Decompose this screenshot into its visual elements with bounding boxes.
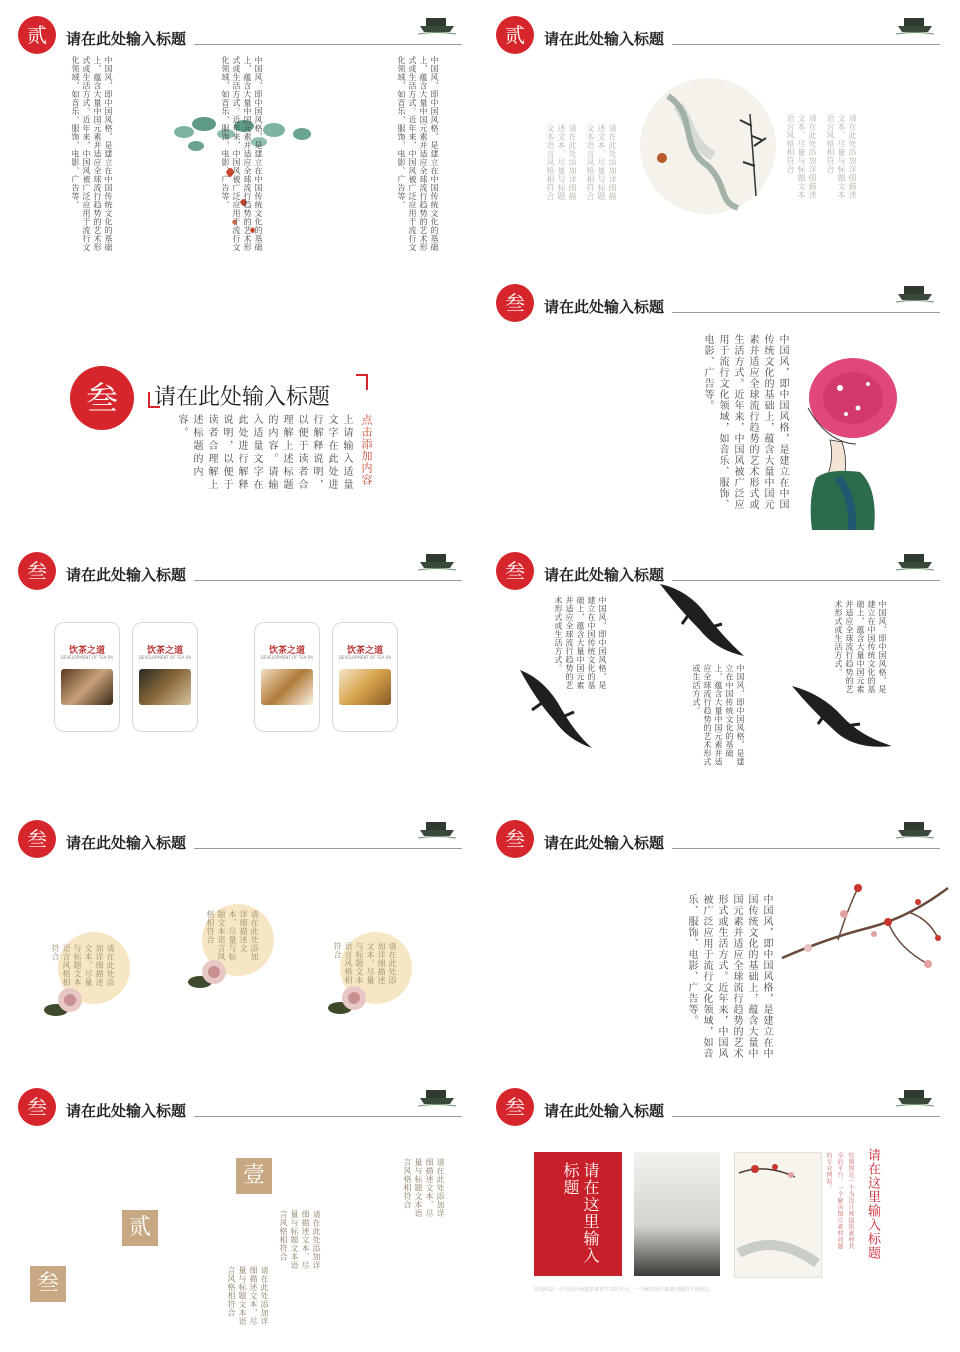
slide-10[interactable] — [482, 1076, 956, 1338]
tea-photo — [61, 669, 113, 705]
section-seal: 叁 — [496, 552, 534, 590]
title-rule — [672, 44, 940, 45]
koi-fish-illustration — [516, 660, 596, 750]
card-title: 饮茶之道 — [346, 646, 383, 656]
card-title: 饮茶之道 — [146, 646, 183, 656]
section-seal: 叁 — [496, 820, 534, 858]
plum-branch-icon — [735, 1153, 821, 1277]
slide-title: 请在此处输入标题 — [66, 834, 187, 852]
slide-1[interactable] — [4, 4, 478, 266]
flower-icon — [44, 982, 94, 1022]
slide-5[interactable] — [4, 540, 478, 802]
slide-title: 请在此处输入标题 — [66, 1102, 187, 1120]
title-rule — [672, 312, 940, 313]
tea-card-3[interactable] — [254, 622, 320, 732]
body-text-3: 中国风，即中国风格，是建立在中国传统文化的基础上，蕴含大量中国元素并适应全球流行趋势的艺术形式或生活方式。 — [834, 600, 887, 694]
slide-9[interactable] — [4, 1076, 478, 1338]
section-seal: 叁 — [496, 1088, 534, 1126]
boat-icon — [418, 14, 456, 36]
corner-mark-right — [356, 374, 368, 390]
step-tile-3: 叁 — [30, 1266, 66, 1302]
red-title-block — [534, 1152, 622, 1276]
flower-icon — [188, 954, 238, 994]
body-text: 中国风，即中国风格，是建立在中国传统文化的基础上，蕴含大量中国元素并适应全球流行趋势的艺术形式或生活方式。近年来，中国风被广泛应用于流行文化领域，如音乐、服饰、电影、广告等。 — [686, 894, 772, 1059]
desc-text-2: 请在此处添加详细描述文本，尽量与标题文本语言风格相符合 — [586, 124, 617, 201]
side-title: 请在这里输入标题 — [865, 1148, 880, 1260]
step-desc-2: 请在此处添加详细描述文本，尽量与标题文本语言风格相符合 — [279, 1210, 321, 1270]
desc-text-1: 请在此处添加详细描述文本，尽量与标题文本语言风格相符合 — [51, 944, 115, 987]
section-seal: 叁 — [18, 1088, 56, 1126]
section-seal: 叁 — [18, 552, 56, 590]
koi-fish-illustration — [788, 680, 898, 760]
card-title: 饮茶之道 — [68, 646, 105, 656]
slide-title: 请在此处输入标题 — [544, 1102, 665, 1120]
slide-2[interactable] — [482, 4, 956, 266]
boat-icon — [896, 550, 934, 572]
card-title: 饮茶之道 — [268, 646, 305, 656]
side-caption: 炫图网是一个为设计师提供素材共享的平台，一个解决图片素材问题的专业网站。 — [825, 1152, 854, 1250]
tea-card-2[interactable] — [132, 622, 198, 732]
tea-photo — [339, 669, 391, 705]
desc-text-1: 请在此处添加详细描述文本，尽量与标题文本语言风格相符合 — [546, 124, 577, 201]
slide-title: 请在此处输入标题 — [544, 30, 665, 48]
body-text-2: 中国风，即中国风格，是建立在中国传统文化的基础上，蕴含大量中国元素并适应全球流行趋势的艺术形式或生活方式。近年来，中国风被广泛应用于流行文化领域，如音乐、服饰、电影、广告等。 — [221, 56, 263, 252]
body-text-1: 中国风，即中国风格，是建立在中国传统文化的基础上，蕴含大量中国元素并适应全球流行趋势的艺术形式或生活方式。近年来，中国风被广泛应用于流行文化领域，如音乐、服饰、电影、广告等。 — [71, 56, 113, 252]
red-block-title: 请在这里输入标题 — [561, 1162, 600, 1264]
slide-6[interactable] — [482, 540, 956, 802]
boat-icon — [896, 1086, 934, 1108]
boat-icon — [896, 14, 934, 36]
corner-mark-left — [148, 392, 160, 408]
desc-text-2: 请在此处添加详细描述文本，尽量与标题文本语言风格相符合 — [206, 910, 259, 961]
title-rule — [194, 848, 462, 849]
slide-7[interactable] — [4, 808, 478, 1070]
section-seal: 贰 — [18, 16, 56, 54]
red-vertical-label: 点击添加内容 — [360, 414, 373, 486]
body-text-3: 中国风，即中国风格，是建立在中国传统文化的基础上，蕴含大量中国元素并适应全球流行趋势的艺术形式或生活方式。近年来，中国风被广泛应用于流行文化领域，如音乐、服饰、电影、广告等。 — [397, 56, 439, 252]
card-subtitle: DEVELOPMENT OF TEA RA — [260, 655, 314, 660]
tea-photo — [139, 669, 191, 705]
slide-title: 请在此处输入标题 — [66, 566, 187, 584]
slide-title: 请在此处输入标题 — [544, 834, 665, 852]
step-desc-3: 请在此处添加详细描述文本，尽量与标题文本语言风格相符合 — [227, 1266, 269, 1326]
step-tile-2: 贰 — [122, 1210, 158, 1246]
section-body-text: 上请输入适量文字在此处进行解释说明，以便于读者合理解上述标题的内容。请输入适量文字在此处进行解释说明，以便于读者合理解上述标题的内容。 — [176, 414, 352, 492]
body-text-1: 中国风，即中国风格，是建立在中国传统文化的基础上，蕴含大量中国元素并适应全球流行趋势的艺术形式或生活方式。 — [554, 596, 607, 690]
card-subtitle: DEVELOPMENT OF TEA RA — [338, 655, 392, 660]
boat-icon — [418, 550, 456, 572]
title-rule — [194, 580, 462, 581]
slide-title: 请在此处输入标题 — [544, 566, 665, 584]
title-rule — [672, 1116, 940, 1117]
slide-8[interactable] — [482, 808, 956, 1070]
section-seal: 叁 — [496, 284, 534, 322]
desc-text-3: 请在此处添加详细描述文本，尽量与标题文本语言风格相符合 — [333, 942, 397, 985]
slide-title: 请在此处输入标题 — [544, 298, 665, 316]
tea-card-1[interactable] — [54, 622, 120, 732]
flower-icon — [328, 980, 378, 1020]
card-subtitle: DEVELOPMENT OF TEA RA — [138, 655, 192, 660]
title-rule — [672, 848, 940, 849]
desc-text-4: 请在此处添加详细描述文本，尽量与标题文本语言风格相符合 — [826, 114, 857, 199]
step-tile-1: 壹 — [236, 1158, 272, 1194]
step-desc-1: 请在此处添加详细描述文本，尽量与标题文本语言风格相符合 — [403, 1158, 445, 1218]
plum-blossom-branch-illustration — [778, 868, 950, 978]
boat-icon — [896, 818, 934, 840]
tea-photo — [261, 669, 313, 705]
title-rule — [194, 44, 462, 45]
slide-3[interactable] — [4, 272, 478, 534]
card-subtitle: DEVELOPMENT OF TEA RA — [60, 655, 114, 660]
footer-caption: 炫图网是一个为设计师提供素材共享的平台，一个解决图片素材问题的专业网站。 — [534, 1287, 715, 1293]
desc-text-3: 请在此处添加详细描述文本，尽量与标题文本语言风格相符合 — [786, 114, 817, 199]
section-seal: 贰 — [496, 16, 534, 54]
boat-icon — [418, 1086, 456, 1108]
slide-title: 请在此处输入标题 — [66, 30, 187, 48]
umbrella-lady-illustration — [798, 348, 908, 530]
title-rule — [194, 1116, 462, 1117]
ink-bamboo-circle-illustration — [638, 76, 778, 216]
tea-card-4[interactable] — [332, 622, 398, 732]
body-text: 中国风，即中国风格，是建立在中国传统文化的基础上，蕴含大量中国元素并适应全球流行趋势的艺术形式或生活方式。近年来，中国风被广泛应用于流行文化领域，如音乐、服饰、电影、广告等。 — [702, 334, 788, 510]
plum-blossom-photo — [734, 1152, 822, 1278]
landscape-ink-photo — [634, 1152, 720, 1276]
large-section-seal: 叁 — [70, 366, 134, 430]
section-seal: 叁 — [18, 820, 56, 858]
boat-icon — [896, 282, 934, 304]
slide-4[interactable] — [482, 272, 956, 534]
boat-icon — [418, 818, 456, 840]
body-text-2: 中国风，即中国风格，是建立在中国传统文化的基础上，蕴含大量中国元素并适应全球流行趋势的艺术形式或生活方式。 — [692, 664, 745, 766]
koi-fish-illustration — [658, 580, 748, 660]
section-title: 请在此处输入标题 — [154, 385, 331, 410]
